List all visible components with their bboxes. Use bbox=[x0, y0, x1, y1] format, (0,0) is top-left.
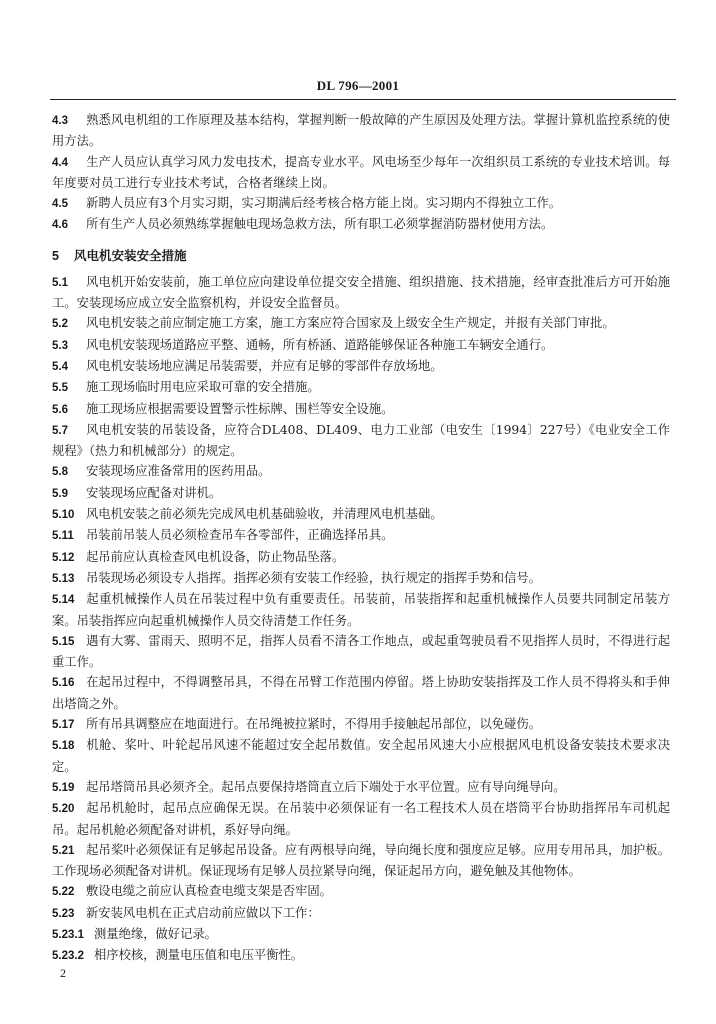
clause-text: 风电机安装的吊装设备，应符合DL408、DL409、电力工业部（电安生〔1994〕227号）《电业安全工作规程》（热力和机械部分）的规定。 bbox=[52, 422, 670, 459]
clause-number: 5.22 bbox=[52, 886, 75, 899]
section-heading bbox=[52, 246, 670, 266]
clause-text: 新安装风电机在正式启动前应做以下工作： bbox=[86, 905, 320, 920]
clause-paragraph bbox=[52, 420, 670, 462]
clause-paragraph bbox=[52, 798, 670, 840]
clause-text: 风电机安装现场道路应平整、通畅，所有桥涵、道路能够保证各种施工车辆安全通行。 bbox=[86, 337, 554, 352]
clause-number: 5.17 bbox=[52, 719, 75, 732]
section-title: 风电机安装安全措施 bbox=[74, 247, 187, 263]
clause-paragraph bbox=[52, 672, 670, 714]
clause-number: 4.5 bbox=[52, 198, 68, 211]
clause-text: 相序校核，测量电压值和电压平衡性。 bbox=[94, 948, 304, 963]
clause-number: 5.5 bbox=[52, 382, 68, 395]
clause-text: 生产人员应认真学习风力发电技术，提高专业水平。风电场至少每年一次组织员工系统的专业技术培训。每年度要对员工进行专业技术考试，合格者继续上岗。 bbox=[52, 154, 670, 190]
clause-number: 5.23.2 bbox=[52, 950, 84, 963]
clause-number: 5.18 bbox=[52, 740, 75, 753]
clause-text: 吊装现场必须设专人指挥。指挥必须有安装工作经验，执行规定的指挥手势和信号。 bbox=[86, 570, 541, 585]
clause-paragraph bbox=[52, 110, 670, 152]
clause-text: 遇有大雾、雷雨天、照明不足，指挥人员看不清各工作地点，或起重驾驶员看不见指挥人员时，不得进行起重工作。 bbox=[52, 633, 670, 670]
clause-number: 5.9 bbox=[52, 487, 68, 500]
clause-number: 5.14 bbox=[52, 594, 75, 607]
clause-number: 5.3 bbox=[52, 339, 68, 352]
clause-text: 安装现场应配备对讲机。 bbox=[86, 485, 222, 500]
clause-number: 5.23.1 bbox=[52, 928, 84, 941]
clause-number: 4.3 bbox=[52, 115, 68, 127]
clause-paragraph bbox=[52, 568, 670, 589]
clause-text: 所有生产人员必须熟练掌握触电现场急救方法，所有职工必须掌握消防器材使用方法。 bbox=[86, 217, 554, 232]
clause-paragraph bbox=[52, 840, 670, 882]
clause-paragraph bbox=[52, 272, 670, 314]
clause-paragraph bbox=[52, 547, 670, 568]
clause-text: 起吊塔筒吊具必须齐全。起吊点要保持塔筒直立后下端处于水平位置。应有导向绳导向。 bbox=[86, 779, 566, 794]
clause-text: 起重机械操作人员在吊装过程中负有重要责任。吊装前，吊装指挥和起重机械操作人员要共同制定吊装方案。吊装指挥应向起重机械操作人员交待清楚工作任务。 bbox=[52, 592, 670, 628]
clause-number: 5.23 bbox=[52, 907, 75, 920]
clause-number: 5.20 bbox=[52, 803, 75, 816]
clause-text: 风电机开始安装前，施工单位应向建设单位提交安全措施、组织措施、技术措施，经审查批准后方可开始施工。安装现场应成立安全监察机构，并设安全监督员。 bbox=[52, 274, 670, 311]
clause-paragraph bbox=[52, 924, 670, 945]
clause-text: 新聘人员应有3个月实习期，实习期满后经考核合格方能上岗。实习期内不得独立工作。 bbox=[86, 196, 562, 211]
section-number: 5 bbox=[52, 248, 59, 263]
clause-paragraph bbox=[52, 903, 670, 924]
clause-text: 安装现场应准备常用的医药用品。 bbox=[86, 464, 271, 479]
clause-number: 5.8 bbox=[52, 466, 68, 479]
clause-text: 在起吊过程中，不得调整吊具，不得在吊臂工作范围内停留。塔上协助安装指挥及工作人员不得将头和手伸出塔筒之外。 bbox=[52, 675, 670, 711]
clause-number: 5.13 bbox=[52, 572, 75, 585]
clause-paragraph bbox=[52, 714, 670, 735]
standard-code-header: DL 796—2001 bbox=[316, 78, 400, 93]
clause-paragraph bbox=[52, 631, 670, 673]
clause-text: 敷设电缆之前应认真检查电缆支架是否牢固。 bbox=[86, 884, 332, 899]
clause-text: 施工现场临时用电应采取可靠的安全措施。 bbox=[86, 380, 320, 395]
clause-list-4 bbox=[52, 110, 670, 236]
clause-paragraph bbox=[52, 461, 670, 482]
clause-number: 5.11 bbox=[52, 530, 74, 543]
clause-paragraph bbox=[52, 335, 670, 356]
clause-list-5 bbox=[52, 272, 670, 967]
clause-text: 起吊桨叶必须保证有足够起吊设备。应有两根导向绳，导向绳长度和强度应足够。应用专用吊具，加护板。工作现场必须配备对讲机。保证现场有足够人员拉紧导向绳，保证起吊方向，避免触及其他物体。 bbox=[52, 842, 670, 879]
clause-text: 吊装前吊装人员必须检查吊车各零部件，正确选择吊具。 bbox=[86, 528, 394, 543]
clause-text: 测量绝缘，做好记录。 bbox=[94, 926, 217, 941]
clause-paragraph bbox=[52, 214, 670, 235]
clause-number: 5.12 bbox=[52, 551, 75, 564]
clause-paragraph bbox=[52, 881, 670, 902]
clause-text: 起吊机舱时，起吊点应确保无误。在吊装中必须保证有一名工程技术人员在塔筒平台协助指挥吊车司机起吊。起吊机舱必须配备对讲机，系好导向绳。 bbox=[52, 801, 670, 837]
clause-text: 风电机安装之前必须先完成风电机基础验收，并清理风电机基础。 bbox=[86, 507, 443, 522]
clause-paragraph bbox=[52, 945, 670, 966]
clause-paragraph bbox=[52, 399, 670, 420]
clause-paragraph bbox=[52, 525, 670, 546]
clause-paragraph bbox=[52, 356, 670, 377]
body-content bbox=[52, 110, 670, 967]
clause-paragraph bbox=[52, 735, 670, 777]
clause-paragraph bbox=[52, 313, 670, 334]
clause-number: 5.19 bbox=[52, 781, 75, 794]
clause-number: 5.15 bbox=[52, 635, 75, 648]
clause-number: 5.1 bbox=[52, 276, 68, 289]
clause-number: 4.4 bbox=[52, 156, 68, 169]
clause-number: 4.6 bbox=[52, 219, 68, 232]
clause-paragraph bbox=[52, 589, 670, 631]
clause-number: 5.21 bbox=[52, 844, 75, 857]
clause-number: 5.10 bbox=[52, 509, 75, 522]
clause-paragraph bbox=[52, 777, 670, 798]
clause-number: 5.4 bbox=[52, 360, 68, 373]
clause-text: 施工现场应根据需要设置警示性标牌、围栏等安全设施。 bbox=[86, 401, 394, 416]
clause-paragraph bbox=[52, 193, 670, 214]
clause-number: 5.6 bbox=[52, 403, 68, 416]
clause-number: 5.7 bbox=[52, 424, 68, 437]
clause-text: 风电机安装场地应满足吊装需要，并应有足够的零部件存放场地。 bbox=[86, 358, 443, 373]
header-divider bbox=[50, 99, 676, 100]
clause-paragraph bbox=[52, 152, 670, 194]
clause-text: 起吊前应认真检查风电机设备，防止物品坠落。 bbox=[86, 549, 345, 564]
page-number: 2 bbox=[60, 966, 66, 980]
clause-number: 5.16 bbox=[52, 677, 75, 690]
clause-text: 机舱、桨叶、叶轮起吊风速不能超过安全起吊数值。安全起吊风速大小应根据风电机设备安装技术要求决定。 bbox=[52, 738, 670, 774]
clause-text: 熟悉风电机组的工作原理及基本结构，掌握判断一般故障的产生原因及处理方法。掌握计算机监控系统的使用方法。 bbox=[52, 113, 670, 149]
clause-number: 5.2 bbox=[52, 318, 68, 331]
clause-paragraph bbox=[52, 504, 670, 525]
clause-text: 风电机安装之前应制定施工方案，施工方案应符合国家及上级安全生产规定，并报有关部门审批。 bbox=[86, 316, 615, 331]
clause-paragraph bbox=[52, 377, 670, 398]
clause-text: 所有吊具调整应在地面进行。在吊绳被拉紧时，不得用手接触起吊部位，以免碰伤。 bbox=[86, 717, 541, 732]
clause-paragraph bbox=[52, 483, 670, 504]
